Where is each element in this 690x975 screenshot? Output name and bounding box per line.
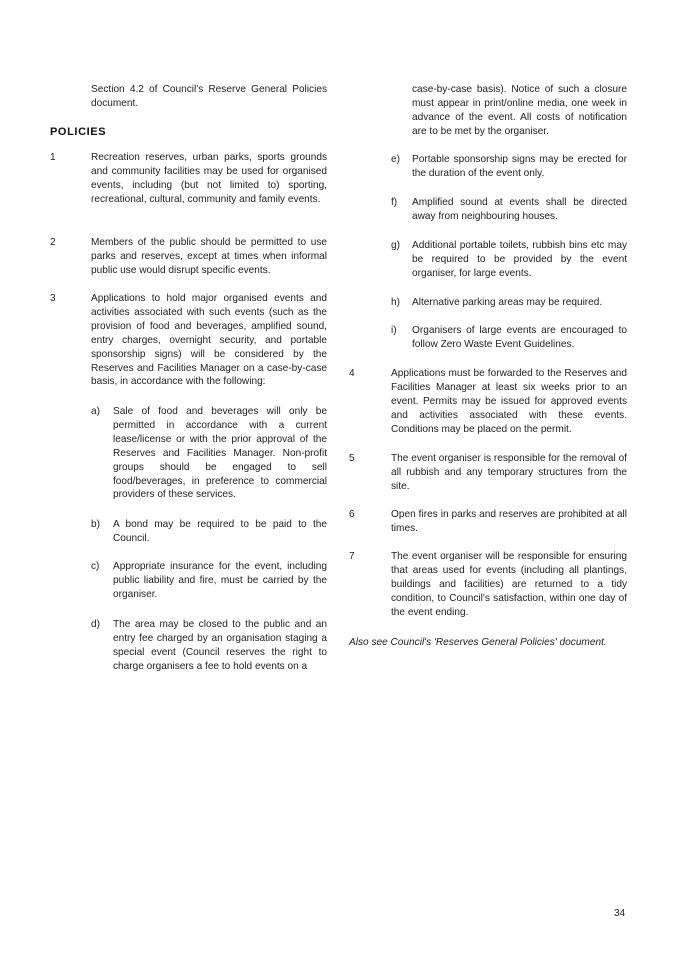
subitem-text-f: Amplified sound at events shall be directed away from neighbouring houses.: [412, 197, 627, 222]
see-also-note: Also see Council's 'Reserves General Policies' document.: [349, 637, 607, 648]
subitem-text-c: Appropriate insurance for the event, including public liability and fire, must be carried by the organiser.: [113, 561, 327, 600]
subitem-letter-g: g): [391, 240, 400, 251]
subitem-text-d-continued: case-by-case basis). Notice of such a closure must appear in print/online media, one week in advance of the event. All costs of notification are to be met by the organiser.: [412, 84, 627, 137]
policies-heading: POLICIES: [50, 126, 107, 138]
policy-number-1: 1: [50, 152, 56, 163]
subitem-text-i: Organisers of large events are encouraged to follow Zero Waste Event Guidelines.: [412, 325, 627, 350]
policy-number-4: 4: [349, 368, 355, 379]
policy-text-7: The event organiser will be responsible for ensuring that areas used for events (including all plantings, buildings and facilities) are returned to a tidy condition, to Council's satisfaction, within one day of the event ending.: [391, 551, 627, 618]
policy-text-4: Applications must be forwarded to the Reserves and Facilities Manager at least six weeks prior to an event. Permits may be issued for approved events and activities associated with these events. Conditions may be placed on the permit.: [391, 368, 627, 435]
policy-text-2: Members of the public should be permitted to use parks and reserves, except at times when informal public use would disrupt specific events.: [91, 237, 327, 276]
policy-text-5: The event organiser is responsible for the removal of all rubbish and any temporary structures from the site.: [391, 453, 627, 492]
subitem-text-d: The area may be closed to the public and an entry fee charged by an organisation staging a special event (Council reserves the right to charge organisers a fee to hold events on a: [113, 619, 327, 672]
subitem-letter-i: i): [391, 325, 397, 336]
policy-text-1: Recreation reserves, urban parks, sports grounds and community facilities may be used for organised events, including (but not limited to) sporting, recreational, cultural, community and family events.: [91, 152, 327, 205]
subitem-text-a: Sale of food and beverages will only be permitted in accordance with a current lease/license or with the prior approval of the Reserves and Facilities Manager. Non-profit groups should be engaged to sell food/beverages, in preference to commercial providers of these services.: [113, 406, 327, 501]
intro-text: Section 4.2 of Council's Reserve General Policies document.: [91, 84, 327, 109]
subitem-letter-h: h): [391, 297, 400, 308]
policy-number-6: 6: [349, 509, 355, 520]
subitem-letter-e: e): [391, 154, 400, 165]
subitem-text-g: Additional portable toilets, rubbish bins etc may be required to be provided by the event organiser, for large events.: [412, 240, 627, 279]
policy-number-3: 3: [50, 293, 56, 304]
subitem-text-b: A bond may be required to be paid to the Council.: [113, 519, 327, 544]
subitem-letter-f: f): [391, 197, 398, 208]
page-number: 34: [614, 908, 626, 919]
policy-number-5: 5: [349, 453, 355, 464]
subitem-text-e: Portable sponsorship signs may be erected for the duration of the event only.: [412, 154, 627, 179]
subitem-letter-c: c): [91, 561, 100, 572]
subitem-letter-a: a): [91, 406, 100, 417]
subitem-text-h: Alternative parking areas may be required.: [412, 297, 603, 308]
policy-text-6: Open fires in parks and reserves are prohibited at all times.: [391, 509, 627, 534]
policy-number-2: 2: [50, 237, 56, 248]
subitem-letter-d: d): [91, 619, 100, 630]
subitem-letter-b: b): [91, 519, 100, 530]
policy-text-3: Applications to hold major organised events and activities associated with such events (such as the provision of food and beverages, amplified sound, entry charges, overnight security, and portable sponsorship signs) will be considered by the Reserves and Facilities Manager on a case-by-case basis, in accordance with the following:: [91, 293, 327, 388]
policy-number-7: 7: [349, 551, 355, 562]
